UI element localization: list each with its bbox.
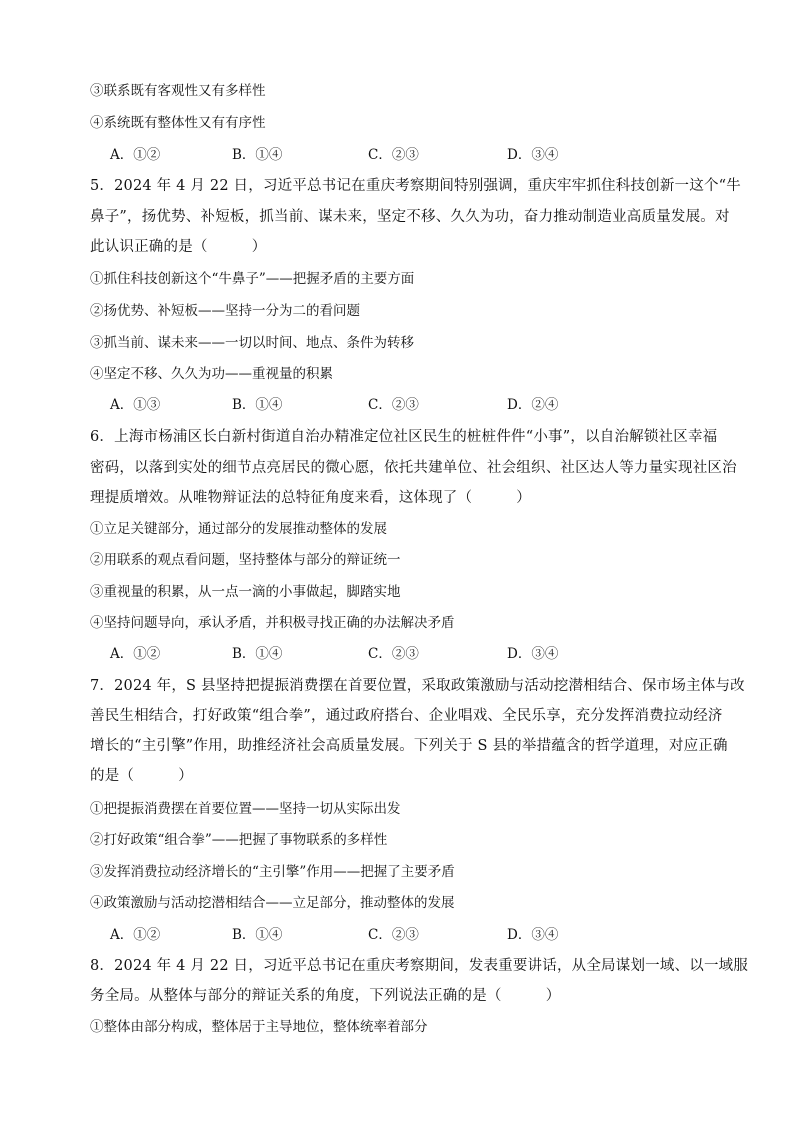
option-b[interactable]: B．①④ bbox=[232, 927, 283, 943]
question-7-stem: 7．2024 年，S 县坚持把提振消费摆在首要位置，采取政策激励与活动挖潜相结合、保市场主体与改 bbox=[90, 678, 745, 694]
option-a[interactable]: A．①③ bbox=[110, 397, 161, 413]
option-c[interactable]: C．②③ bbox=[368, 646, 419, 662]
option-b[interactable]: B．①④ bbox=[232, 397, 283, 413]
option-a[interactable]: A．①② bbox=[110, 927, 161, 943]
option-c[interactable]: C．②③ bbox=[368, 397, 419, 413]
question-7-stem: 的是（ ） bbox=[90, 768, 193, 784]
option-d[interactable]: D．③④ bbox=[507, 646, 559, 662]
statement-3: ③联系既有客观性又有多样性 bbox=[90, 83, 266, 99]
option-b[interactable]: B．①④ bbox=[232, 646, 283, 662]
question-5-stem: 此认识正确的是（ ） bbox=[90, 239, 267, 255]
option-c[interactable]: C．②③ bbox=[368, 147, 419, 163]
statement-4: ④系统既有整体性又有有序性 bbox=[90, 115, 266, 131]
question-8-stem: 务全局。从整体与部分的辩证关系的角度，下列说法正确的是（ ） bbox=[90, 988, 561, 1004]
question-7-stem: 增长的“主引擎”作用，助推经济社会高质量发展。下列关于 S 县的举措蕴含的哲学道理，对应正确 bbox=[90, 738, 728, 754]
question-7-stem: 善民生相结合，打好政策“组合拳”，通过政府搭台、企业唱戏、全民乐享，充分发挥消费拉动经济 bbox=[90, 708, 723, 724]
statement-3: ③重视量的积累，从一点一滴的小事做起，脚踏实地 bbox=[90, 584, 401, 600]
option-d[interactable]: D．③④ bbox=[507, 927, 559, 943]
statement-1: ①立足关键部分，通过部分的发展推动整体的发展 bbox=[90, 521, 387, 537]
question-5-stem: 鼻子”，扬优势、补短板，抓当前、谋未来，坚定不移、久久为功，奋力推动制造业高质量发展。对 bbox=[90, 209, 730, 225]
option-a[interactable]: A．①② bbox=[110, 646, 161, 662]
question-5-stem: 5．2024 年 4 月 22 日，习近平总书记在重庆考察期间特别强调，重庆牢牢抓住科技创新一这个“牛 bbox=[90, 178, 741, 194]
statement-3: ③抓当前、谋未来——一切以时间、地点、条件为转移 bbox=[90, 335, 414, 351]
statement-3: ③发挥消费拉动经济增长的“主引擎”作用——把握了主要矛盾 bbox=[90, 864, 455, 880]
statement-4: ④坚持问题导向，承认矛盾，并积极寻找正确的办法解决矛盾 bbox=[90, 615, 455, 631]
statement-2: ②扬优势、补短板——坚持一分为二的看问题 bbox=[90, 303, 360, 319]
question-6-stem: 6．上海市杨浦区长白新村街道自治办精准定位社区民生的桩桩件件“小事”，以自治解锁社区幸福 bbox=[90, 429, 718, 445]
option-d[interactable]: D．③④ bbox=[507, 147, 559, 163]
question-8-stem: 8．2024 年 4 月 22 日，习近平总书记在重庆考察期间，发表重要讲话，从全局谋划一域、以一域服 bbox=[90, 958, 749, 974]
option-d[interactable]: D．②④ bbox=[507, 397, 559, 413]
statement-4: ④坚定不移、久久为功——重视量的积累 bbox=[90, 366, 333, 382]
statement-2: ②打好政策“组合拳”——把握了事物联系的多样性 bbox=[90, 832, 388, 848]
question-6-stem: 密码，以落到实处的细节点亮居民的微心愿，依托共建单位、社会组织、社区达人等力量实现社区治 bbox=[90, 460, 737, 476]
statement-4: ④政策激励与活动挖潜相结合——立足部分，推动整体的发展 bbox=[90, 895, 455, 911]
statement-2: ②用联系的观点看问题，坚持整体与部分的辩证统一 bbox=[90, 552, 401, 568]
statement-1: ①整体由部分构成，整体居于主导地位，整体统率着部分 bbox=[90, 1019, 428, 1035]
option-b[interactable]: B．①④ bbox=[232, 147, 283, 163]
option-a[interactable]: A．①② bbox=[110, 147, 161, 163]
question-6-stem: 理提质增效。从唯物辩证法的总特征角度来看，这体现了（ ） bbox=[90, 490, 531, 506]
statement-1: ①抓住科技创新这个“牛鼻子”——把握矛盾的主要方面 bbox=[90, 271, 415, 287]
option-c[interactable]: C．②③ bbox=[368, 927, 419, 943]
statement-1: ①把提振消费摆在首要位置——坚持一切从实际出发 bbox=[90, 801, 401, 817]
